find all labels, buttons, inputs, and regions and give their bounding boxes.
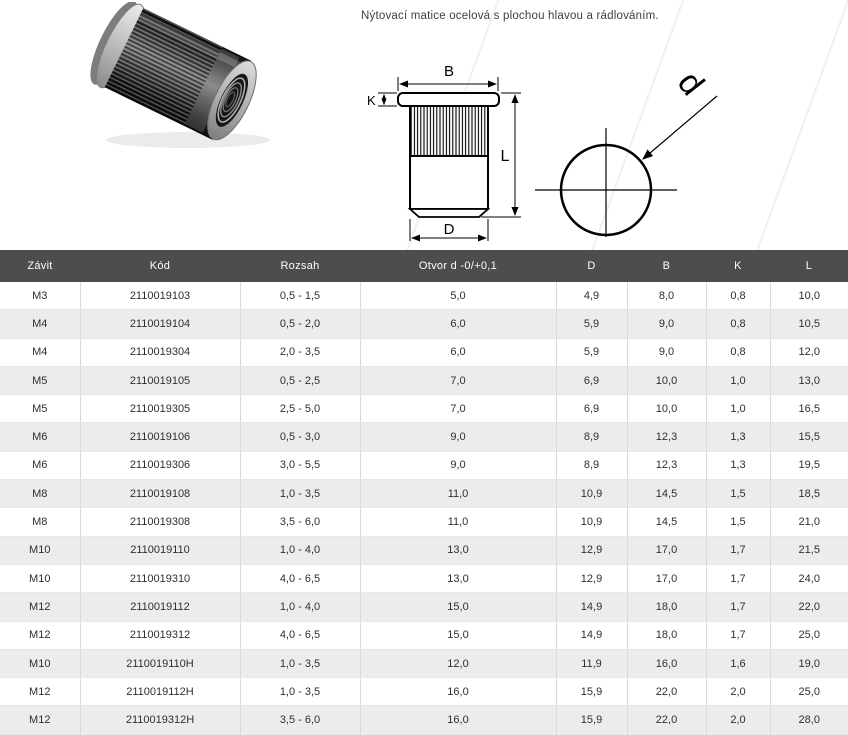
table-cell: 16,0 — [627, 649, 706, 677]
table-cell: 7,0 — [360, 395, 556, 423]
table-cell: 15,9 — [556, 706, 627, 734]
table-cell: 0,8 — [706, 282, 770, 310]
hole-view — [535, 96, 717, 237]
table-cell: 2110019112H — [80, 678, 240, 706]
table-cell: 18,5 — [770, 480, 848, 508]
table-cell: 1,0 - 4,0 — [240, 536, 360, 564]
table-cell: 6,9 — [556, 366, 627, 394]
table-row — [0, 536, 848, 564]
table-cell: 14,9 — [556, 621, 627, 649]
table-row — [0, 621, 848, 649]
table-row — [0, 451, 848, 479]
table-cell: 8,9 — [556, 451, 627, 479]
table-cell: 6,9 — [556, 395, 627, 423]
table-row — [0, 366, 848, 394]
table-cell: 28,0 — [770, 706, 848, 734]
table-cell: 22,0 — [770, 593, 848, 621]
table-row — [0, 706, 848, 734]
table-row — [0, 480, 848, 508]
table-cell: 1,0 - 3,5 — [240, 678, 360, 706]
table-cell: 24,0 — [770, 564, 848, 592]
dim-label-D: D — [443, 221, 455, 238]
table-cell: 2110019110 — [80, 536, 240, 564]
table-cell: 12,9 — [556, 564, 627, 592]
column-header-rozsah: Rozsah — [240, 250, 360, 282]
table-cell: 10,0 — [627, 366, 706, 394]
dim-label-d: d — [669, 64, 712, 103]
table-cell: 5,9 — [556, 310, 627, 338]
table-cell: 2110019310 — [80, 564, 240, 592]
table-cell: 14,9 — [556, 593, 627, 621]
table-cell: 10,9 — [556, 480, 627, 508]
table-cell: 15,0 — [360, 593, 556, 621]
table-cell: 19,5 — [770, 451, 848, 479]
table-cell: 4,0 - 6,5 — [240, 621, 360, 649]
table-cell: 2,0 — [706, 678, 770, 706]
table-cell: M12 — [0, 593, 80, 621]
table-cell: 1,6 — [706, 649, 770, 677]
table-cell: 10,5 — [770, 310, 848, 338]
table-cell: 0,5 - 2,5 — [240, 366, 360, 394]
table-cell: 1,0 — [706, 395, 770, 423]
table-cell: 16,0 — [360, 706, 556, 734]
spec-table-header — [0, 250, 848, 282]
table-cell: 12,3 — [627, 451, 706, 479]
table-cell: 9,0 — [360, 423, 556, 451]
table-cell: M5 — [0, 395, 80, 423]
table-cell: 3,5 - 6,0 — [240, 706, 360, 734]
table-cell: 2110019103 — [80, 282, 240, 310]
table-row — [0, 564, 848, 592]
table-cell: 0,5 - 2,0 — [240, 310, 360, 338]
table-row — [0, 508, 848, 536]
table-cell: 1,7 — [706, 621, 770, 649]
table-cell: 9,0 — [627, 338, 706, 366]
table-cell: 18,0 — [627, 621, 706, 649]
table-cell: M3 — [0, 282, 80, 310]
table-cell: 16,5 — [770, 395, 848, 423]
column-header-otvor: Otvor d -0/+0,1 — [360, 250, 556, 282]
table-cell: 2110019312H — [80, 706, 240, 734]
table-cell: M6 — [0, 423, 80, 451]
table-cell: 3,0 - 5,5 — [240, 451, 360, 479]
table-row — [0, 395, 848, 423]
table-cell: 2110019105 — [80, 366, 240, 394]
table-cell: 12,9 — [556, 536, 627, 564]
table-cell: 2110019305 — [80, 395, 240, 423]
table-cell: 21,0 — [770, 508, 848, 536]
table-cell: 17,0 — [627, 536, 706, 564]
product-title: Nýtovací matice ocelová s plochou hlavou a rádlováním. — [361, 10, 659, 22]
table-cell: 7,0 — [360, 366, 556, 394]
dim-label-L: L — [500, 148, 510, 165]
table-cell: 4,0 - 6,5 — [240, 564, 360, 592]
product-photo — [78, 2, 290, 152]
column-header-D: D — [556, 250, 627, 282]
table-cell: 0,8 — [706, 310, 770, 338]
table-cell: 13,0 — [360, 536, 556, 564]
column-header-B: B — [627, 250, 706, 282]
table-cell: 0,5 - 3,0 — [240, 423, 360, 451]
table-cell: 1,7 — [706, 536, 770, 564]
table-cell: 2110019304 — [80, 338, 240, 366]
table-row — [0, 649, 848, 677]
table-cell: 9,0 — [627, 310, 706, 338]
table-cell: 12,0 — [770, 338, 848, 366]
table-cell: 15,0 — [360, 621, 556, 649]
spec-table — [0, 250, 848, 735]
table-cell: 15,5 — [770, 423, 848, 451]
table-cell: 11,0 — [360, 480, 556, 508]
table-cell: 0,8 — [706, 338, 770, 366]
table-cell: 2110019306 — [80, 451, 240, 479]
dim-label-B: B — [443, 63, 455, 80]
table-cell: M8 — [0, 480, 80, 508]
table-cell: 1,3 — [706, 423, 770, 451]
table-cell: 2110019108 — [80, 480, 240, 508]
table-cell: 9,0 — [360, 451, 556, 479]
table-cell: 22,0 — [627, 706, 706, 734]
table-row — [0, 593, 848, 621]
table-cell: M10 — [0, 536, 80, 564]
table-cell: 12,0 — [360, 649, 556, 677]
table-cell: 1,7 — [706, 564, 770, 592]
background-watermark-line — [738, 0, 848, 250]
table-cell: 17,0 — [627, 564, 706, 592]
photo-shadow — [106, 132, 270, 148]
table-row — [0, 282, 848, 310]
table-cell: 13,0 — [770, 366, 848, 394]
column-header-K: K — [706, 250, 770, 282]
table-cell: 1,3 — [706, 451, 770, 479]
table-cell: 2110019104 — [80, 310, 240, 338]
table-cell: 14,5 — [627, 508, 706, 536]
table-cell: 5,0 — [360, 282, 556, 310]
table-cell: 1,0 — [706, 366, 770, 394]
column-header-zavit: Závit — [0, 250, 80, 282]
technical-drawing — [365, 58, 745, 246]
header-row — [0, 250, 848, 282]
table-cell: 15,9 — [556, 678, 627, 706]
rivet-nut-render — [81, 2, 267, 149]
table-cell: 2110019312 — [80, 621, 240, 649]
table-row — [0, 678, 848, 706]
table-cell: M8 — [0, 508, 80, 536]
table-cell: M10 — [0, 564, 80, 592]
table-cell: 2,0 - 3,5 — [240, 338, 360, 366]
table-cell: 10,0 — [627, 395, 706, 423]
table-cell: M12 — [0, 621, 80, 649]
table-cell: 1,7 — [706, 593, 770, 621]
table-cell: 1,0 - 3,5 — [240, 649, 360, 677]
table-row — [0, 338, 848, 366]
table-cell: 10,9 — [556, 508, 627, 536]
dim-label-K: K — [367, 93, 376, 108]
table-cell: 1,5 — [706, 480, 770, 508]
table-cell: 6,0 — [360, 338, 556, 366]
table-cell: 11,9 — [556, 649, 627, 677]
table-cell: 1,0 - 4,0 — [240, 593, 360, 621]
table-cell: 0,5 - 1,5 — [240, 282, 360, 310]
table-row — [0, 423, 848, 451]
table-cell: 5,9 — [556, 338, 627, 366]
table-cell: 12,3 — [627, 423, 706, 451]
column-header-L: L — [770, 250, 848, 282]
table-cell: 1,5 — [706, 508, 770, 536]
table-cell: 16,0 — [360, 678, 556, 706]
table-cell: 25,0 — [770, 678, 848, 706]
table-cell: 18,0 — [627, 593, 706, 621]
table-cell: 2110019106 — [80, 423, 240, 451]
table-cell: 10,0 — [770, 282, 848, 310]
column-header-kod: Kód — [80, 250, 240, 282]
table-cell: 6,0 — [360, 310, 556, 338]
product-header-section — [0, 0, 848, 250]
table-cell: 22,0 — [627, 678, 706, 706]
table-cell: 2110019308 — [80, 508, 240, 536]
table-cell: 3,5 - 6,0 — [240, 508, 360, 536]
table-cell: M6 — [0, 451, 80, 479]
table-cell: 25,0 — [770, 621, 848, 649]
table-cell: M4 — [0, 310, 80, 338]
table-cell: 19,0 — [770, 649, 848, 677]
table-cell: 14,5 — [627, 480, 706, 508]
spec-table-body — [0, 282, 848, 734]
table-cell: 13,0 — [360, 564, 556, 592]
table-cell: 2,0 — [706, 706, 770, 734]
side-view — [378, 77, 521, 241]
table-cell: M4 — [0, 338, 80, 366]
table-cell: 11,0 — [360, 508, 556, 536]
table-cell: 2,5 - 5,0 — [240, 395, 360, 423]
table-cell: 8,9 — [556, 423, 627, 451]
table-cell: 4,9 — [556, 282, 627, 310]
table-cell: 1,0 - 3,5 — [240, 480, 360, 508]
table-cell: 2110019112 — [80, 593, 240, 621]
table-cell: 8,0 — [627, 282, 706, 310]
table-row — [0, 310, 848, 338]
table-cell: M12 — [0, 706, 80, 734]
table-cell: M5 — [0, 366, 80, 394]
table-cell: M10 — [0, 649, 80, 677]
table-cell: 21,5 — [770, 536, 848, 564]
table-cell: M12 — [0, 678, 80, 706]
table-cell: 2110019110H — [80, 649, 240, 677]
